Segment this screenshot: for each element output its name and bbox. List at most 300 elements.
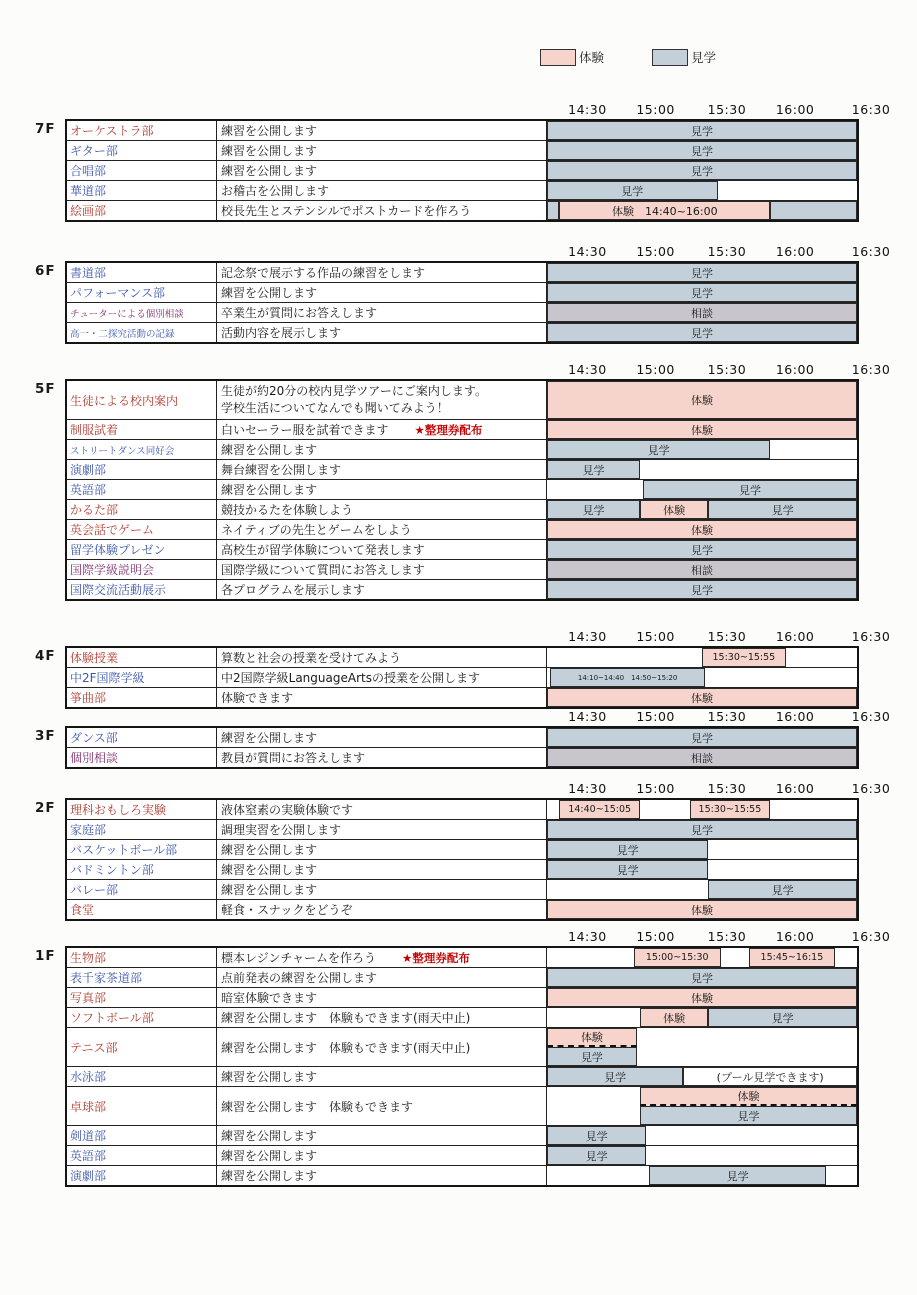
schedule-row	[67, 948, 857, 968]
activity-description: 練習を公開します	[221, 863, 318, 877]
segment-label: 見学	[771, 503, 794, 517]
club-name: 個別相談	[70, 751, 119, 765]
club-name: 剣道部	[70, 1129, 107, 1143]
activity-description-cell	[217, 381, 547, 419]
schedule-row	[67, 201, 857, 220]
segment-label: 見学	[585, 1149, 608, 1163]
time-label: 15:30	[707, 709, 747, 724]
club-name: 華道部	[70, 184, 107, 198]
segment-label: 相談	[691, 563, 713, 577]
timeline-cell	[547, 283, 857, 302]
time-label: 16:00	[775, 362, 815, 377]
time-label: 15:30	[707, 244, 747, 259]
timeline-cell	[547, 728, 857, 747]
timeline-segment-kengaku	[547, 860, 708, 879]
schedule-row	[67, 800, 857, 820]
timeline-cell	[547, 820, 857, 839]
schedule-table	[65, 798, 859, 921]
activity-description-cell	[217, 748, 547, 767]
activity-description-cell	[217, 1087, 547, 1125]
segment-label: 体験	[691, 991, 713, 1005]
activity-description: 卒業生が質問にお答えします	[221, 306, 378, 320]
segment-label: 見学	[616, 863, 639, 877]
schedule-row	[67, 988, 857, 1008]
activity-description-cell	[217, 141, 547, 160]
club-name-cell	[67, 181, 217, 200]
activity-description-cell	[217, 900, 547, 919]
schedule-row	[67, 1166, 857, 1185]
timeline-cell	[547, 748, 857, 767]
time-label: 16:00	[775, 244, 815, 259]
club-name-cell	[67, 1126, 217, 1145]
club-name-cell	[67, 520, 217, 539]
timeline-segment-taiken	[640, 1008, 708, 1027]
time-axis	[568, 929, 891, 945]
activity-description: 高校生が留学体験について発表します	[221, 543, 425, 557]
activity-description: 練習を公開します	[221, 164, 318, 178]
club-name: バスケットボール部	[70, 843, 178, 857]
segment-label: 見学	[691, 286, 713, 300]
timeline-segment-kengaku	[547, 1126, 646, 1145]
time-label: 15:30	[707, 362, 747, 377]
timeline-segment-taiken	[640, 500, 708, 519]
activity-description: 生徒が約20分の校内見学ツアーにご案内します。	[221, 383, 487, 398]
floor-section-6f	[35, 244, 895, 344]
segment-label: 見学	[691, 543, 713, 557]
activity-description: ネイティブの先生とゲームをしよう	[221, 523, 412, 537]
timeline-segment-kengaku	[640, 1106, 857, 1125]
schedule-row	[67, 1126, 857, 1146]
segment-label: 見学	[771, 883, 794, 897]
club-name-cell	[67, 880, 217, 899]
schedule-table	[65, 946, 859, 1187]
timeline-cell	[547, 1126, 857, 1145]
timeline-cell	[547, 900, 857, 919]
timeline-segment-soudan	[547, 748, 857, 767]
timeline-cell	[547, 440, 857, 459]
timeline-segment-taiken	[547, 900, 857, 919]
activity-description: 点前発表の練習を公開します	[221, 971, 378, 985]
time-label: 16:30	[851, 102, 891, 117]
schedule-table	[65, 261, 859, 344]
club-name-cell	[67, 860, 217, 879]
timeline-cell	[547, 121, 857, 140]
activity-description: 舞台練習を公開します	[221, 463, 342, 477]
activity-description: 練習を公開します 体験もできます(雨天中止)	[221, 1040, 471, 1055]
activity-description-cell	[217, 1067, 547, 1086]
schedule-row	[67, 1008, 857, 1028]
club-name: 高一・二探究活動の記録	[70, 328, 175, 340]
time-axis	[568, 629, 891, 645]
legend-kengaku-label: 見学	[691, 50, 717, 65]
floor-section-2f	[35, 781, 895, 921]
timeline-segment-taiken	[634, 948, 721, 967]
timeline-segment-taiken	[690, 800, 771, 819]
timeline-cell	[547, 988, 857, 1007]
activity-description-cell	[217, 988, 547, 1007]
club-name-cell	[67, 560, 217, 579]
timeline-segment-plain	[683, 1067, 857, 1086]
activity-description-cell	[217, 440, 547, 459]
club-name: 演劇部	[70, 1169, 107, 1183]
activity-description: 中2国際学級LanguageArtsの授業を公開します	[221, 671, 480, 685]
timeline-segment-kengaku	[547, 440, 770, 459]
taiken-swatch	[540, 49, 576, 66]
activity-description: 練習を公開します 体験もできます	[221, 1099, 414, 1114]
timeline-segment-taiken	[702, 648, 786, 667]
segment-label: 体験	[580, 1031, 603, 1044]
activity-description-cell	[217, 580, 547, 599]
time-label: 16:30	[851, 362, 891, 377]
schedule-row	[67, 1146, 857, 1166]
segment-label: 見学	[647, 443, 670, 457]
activity-description-cell	[217, 283, 547, 302]
club-name: バレー部	[70, 883, 119, 897]
schedule-row	[67, 1067, 857, 1087]
schedule-table	[65, 119, 859, 222]
club-name-cell	[67, 728, 217, 747]
segment-label: 体験	[691, 423, 713, 437]
activity-description: 練習を公開します	[221, 443, 318, 457]
timeline-cell	[547, 880, 857, 899]
club-name: チューターによる個別相談	[70, 308, 184, 320]
segment-label: 見学	[691, 583, 713, 597]
club-name: 中2F国際学級	[70, 671, 145, 685]
timeline-cell	[547, 201, 857, 220]
club-name: ソフトボール部	[70, 1011, 154, 1025]
schedule-row	[67, 1087, 857, 1126]
floor-section-5f	[35, 362, 895, 601]
timeline-lane-top	[547, 1087, 857, 1106]
segment-label: 見学	[691, 164, 713, 178]
timeline-segment-kengaku	[708, 500, 857, 519]
schedule-row	[67, 860, 857, 880]
time-label: 16:00	[775, 629, 815, 644]
timeline-segment-kengaku	[550, 668, 705, 687]
club-name-cell	[67, 648, 217, 667]
activity-description-cell	[217, 500, 547, 519]
activity-description: 教員が質問にお答えします	[221, 751, 366, 765]
club-name: 体験授業	[70, 651, 119, 665]
time-label: 15:30	[707, 929, 747, 944]
floor-row	[35, 261, 895, 344]
activity-description-cell	[217, 668, 547, 687]
timeline-segment-kengaku	[547, 580, 857, 599]
schedule-row	[67, 141, 857, 161]
timeline-segment-kengaku	[643, 480, 857, 499]
timeline-segment-taiken	[559, 201, 770, 220]
club-name-cell	[67, 1008, 217, 1027]
club-name: 英語部	[70, 1149, 107, 1163]
club-name: 食堂	[70, 903, 95, 917]
club-name: 演劇部	[70, 463, 107, 477]
activity-description: お稽古を公開します	[221, 184, 330, 198]
club-name-cell	[67, 121, 217, 140]
club-name: かるた部	[70, 503, 119, 517]
timeline-segment-kengaku	[547, 968, 857, 987]
club-name-cell	[67, 460, 217, 479]
time-label: 15:00	[636, 781, 675, 796]
club-name-cell	[67, 1067, 217, 1086]
segment-label: 見学	[621, 184, 644, 198]
schedule-row	[67, 440, 857, 460]
activity-description-cell	[217, 161, 547, 180]
activity-description: 算数と社会の授業を受けてみよう	[221, 651, 402, 665]
segment-label: 見学	[616, 843, 639, 857]
activity-description-cell	[217, 263, 547, 282]
timeline-lane-bottom	[547, 1047, 857, 1066]
schedule-row	[67, 968, 857, 988]
club-name: 卓球部	[70, 1099, 107, 1114]
timeline-segment-kengaku	[547, 1146, 646, 1165]
activity-description-cell	[217, 840, 547, 859]
activity-description: 調理実習を公開します	[221, 823, 342, 837]
club-name-cell	[67, 263, 217, 282]
time-label: 15:30	[707, 781, 747, 796]
timeline-cell	[547, 480, 857, 499]
timeline-segment-taiken	[640, 1087, 857, 1106]
club-name: パフォーマンス部	[70, 286, 166, 300]
timeline-cell	[547, 580, 857, 599]
timeline-cell	[547, 968, 857, 987]
timeline-cell	[547, 263, 857, 282]
timeline-segment-taiken	[547, 520, 857, 539]
activity-description-cell	[217, 1146, 547, 1165]
activity-description-cell	[217, 1008, 547, 1027]
timeline-segment-kengaku	[547, 820, 857, 839]
segment-label: 見学	[691, 823, 713, 837]
timeline-cell	[547, 161, 857, 180]
schedule-row	[67, 303, 857, 323]
time-label: 14:30	[568, 929, 607, 944]
club-name-cell	[67, 1146, 217, 1165]
activity-description: 練習を公開します	[221, 731, 318, 745]
activity-description: 校長先生とステンシルでポストカードを作ろう	[221, 204, 472, 218]
activity-description-cell	[217, 648, 547, 667]
club-name: 国際交流活動展示	[70, 583, 167, 597]
club-name: 留学体験プレゼン	[70, 543, 166, 557]
schedule-row	[67, 580, 857, 599]
timeline-cell	[547, 860, 857, 879]
schedule-row	[67, 880, 857, 900]
schedule-row	[67, 420, 857, 440]
timeline-cell	[547, 520, 857, 539]
timeline-segment-taiken	[547, 988, 857, 1007]
activity-description-cell	[217, 728, 547, 747]
floor-label: 4F	[35, 648, 56, 664]
floor-section-7f	[35, 102, 895, 222]
club-name-cell	[67, 668, 217, 687]
club-name: 絵画部	[70, 204, 107, 218]
club-name-cell	[67, 201, 217, 220]
segment-label: 見学	[691, 266, 713, 280]
floor-row	[35, 646, 895, 709]
activity-description: 各プログラムを展示します	[221, 583, 365, 597]
activity-description-cell	[217, 460, 547, 479]
activity-description-cell	[217, 303, 547, 322]
schedule-row	[67, 161, 857, 181]
activity-description: 練習を公開します	[221, 1070, 318, 1084]
club-name: 英会話でゲーム	[70, 523, 155, 537]
segment-label: 14:10~14:40 14:50~15:20	[577, 673, 678, 682]
segment-label: 相談	[691, 306, 713, 320]
club-name-cell	[67, 800, 217, 819]
activity-description-cell	[217, 480, 547, 499]
activity-description: 練習を公開します 体験もできます(雨天中止)	[221, 1011, 471, 1025]
club-name-cell	[67, 968, 217, 987]
floor-section-3f	[35, 709, 895, 769]
segment-label: 体験	[737, 1090, 760, 1103]
floor-label: 2F	[35, 800, 56, 816]
segment-label: 見学	[691, 326, 713, 340]
club-name-cell	[67, 420, 217, 439]
club-name: ストリートダンス同好会	[70, 445, 175, 457]
floor-row	[35, 379, 895, 601]
schedule-row	[67, 181, 857, 201]
club-name: 生徒による校内案内	[70, 393, 179, 408]
timeline-segment-kengaku	[770, 201, 857, 220]
club-name: ギター部	[70, 144, 118, 158]
club-name-cell	[67, 988, 217, 1007]
time-axis	[568, 244, 891, 260]
floor-label: 1F	[35, 948, 56, 964]
activity-description: 暗室体験できます	[221, 991, 318, 1005]
timeline-cell	[547, 500, 857, 519]
segment-label: (プール見学できます)	[716, 1070, 824, 1084]
time-axis	[568, 781, 891, 797]
time-label: 15:00	[636, 629, 675, 644]
segment-label: 見学	[737, 1109, 760, 1123]
club-name: 箏曲部	[70, 691, 107, 705]
timeline-cell	[547, 303, 857, 322]
club-name-cell	[67, 283, 217, 302]
timeline-segment-kengaku	[547, 323, 857, 342]
timeline-segment-kengaku	[547, 201, 559, 220]
floor-label: 3F	[35, 728, 56, 744]
segment-label: 15:30~15:55	[698, 804, 762, 815]
schedule-row	[67, 283, 857, 303]
activity-description: 軽食・スナックをどうぞ	[221, 903, 353, 917]
club-name-cell	[67, 440, 217, 459]
activity-description-cell	[217, 1166, 547, 1185]
time-label: 16:30	[851, 929, 891, 944]
schedule-row	[67, 1028, 857, 1067]
club-name: 国際学級説明会	[70, 563, 155, 577]
time-label: 15:30	[707, 102, 747, 117]
segment-label: 15:00~15:30	[645, 952, 709, 963]
club-name-cell	[67, 1166, 217, 1185]
schedule-sections	[35, 64, 895, 1187]
activity-description: 練習を公開します	[221, 144, 318, 158]
timeline-cell	[547, 1008, 857, 1027]
club-name-cell	[67, 688, 217, 707]
time-label: 16:30	[851, 781, 891, 796]
time-label: 15:00	[636, 709, 675, 724]
club-name: 家庭部	[70, 823, 107, 837]
timeline-segment-kengaku	[547, 1047, 637, 1066]
time-label: 16:00	[775, 102, 815, 117]
timeline-cell	[547, 1028, 857, 1066]
activity-description: 練習を公開します	[221, 1169, 318, 1183]
schedule-row	[67, 688, 857, 707]
club-name-cell	[67, 900, 217, 919]
club-name-cell	[67, 748, 217, 767]
segment-label: 14:40~15:05	[568, 804, 632, 815]
time-label: 16:30	[851, 709, 891, 724]
activity-description: 練習を公開します	[221, 286, 318, 300]
timeline-segment-kengaku	[547, 840, 708, 859]
segment-label: 体験 14:40~16:00	[611, 204, 718, 218]
timeline-segment-kengaku	[547, 540, 857, 559]
timeline-cell	[547, 381, 857, 419]
floor-section-1f	[35, 929, 895, 1187]
activity-description: 体験できます	[221, 691, 294, 705]
schedule-row	[67, 648, 857, 668]
activity-description-cell	[217, 880, 547, 899]
segment-label: 体験	[663, 1011, 686, 1025]
time-label: 14:30	[568, 244, 607, 259]
club-name-cell	[67, 141, 217, 160]
time-label: 15:00	[636, 102, 675, 117]
club-name-cell	[67, 580, 217, 599]
timeline-segment-taiken	[547, 688, 857, 707]
time-label: 16:00	[775, 929, 815, 944]
schedule-row	[67, 820, 857, 840]
activity-description-cell	[217, 323, 547, 342]
schedule-row	[67, 560, 857, 580]
timeline-cell	[547, 668, 857, 687]
timeline-cell	[547, 560, 857, 579]
activity-description-cell	[217, 201, 547, 220]
segment-label: 見学	[691, 971, 713, 985]
timeline-segment-kengaku	[708, 1008, 857, 1027]
schedule-table	[65, 379, 859, 601]
schedule-row	[67, 121, 857, 141]
club-name: 書道部	[70, 266, 107, 280]
club-name: 合唱部	[70, 164, 107, 178]
floor-row	[35, 119, 895, 222]
segment-label: 見学	[739, 483, 762, 497]
segment-label: 見学	[691, 144, 713, 158]
schedule-row	[67, 540, 857, 560]
club-name: 生物部	[70, 951, 107, 965]
timeline-cell	[547, 688, 857, 707]
schedule-row	[67, 500, 857, 520]
club-name-cell	[67, 1087, 217, 1125]
time-label: 15:30	[707, 629, 747, 644]
time-label: 14:30	[568, 102, 607, 117]
activity-description-cell	[217, 820, 547, 839]
schedule-row	[67, 381, 857, 420]
ticket-note: ★整理券配布	[402, 950, 470, 965]
activity-description: 活動内容を展示します	[221, 326, 342, 340]
segment-label: 15:45~16:15	[760, 952, 824, 963]
segment-label: 体験	[691, 903, 713, 917]
segment-label: 見学	[580, 1050, 603, 1064]
timeline-cell	[547, 540, 857, 559]
time-label: 15:00	[636, 929, 675, 944]
timeline-cell	[547, 1087, 857, 1125]
segment-label: 見学	[691, 731, 713, 745]
club-name: オーケストラ部	[70, 124, 154, 138]
activity-description: 国際学級について質問にお答えします	[221, 563, 425, 577]
floor-row	[35, 946, 895, 1187]
activity-description: 練習を公開します	[221, 843, 318, 857]
segment-label: 体験	[663, 503, 686, 517]
floor-label: 6F	[35, 263, 56, 279]
segment-label: 体験	[691, 394, 713, 407]
time-label: 14:30	[568, 781, 607, 796]
